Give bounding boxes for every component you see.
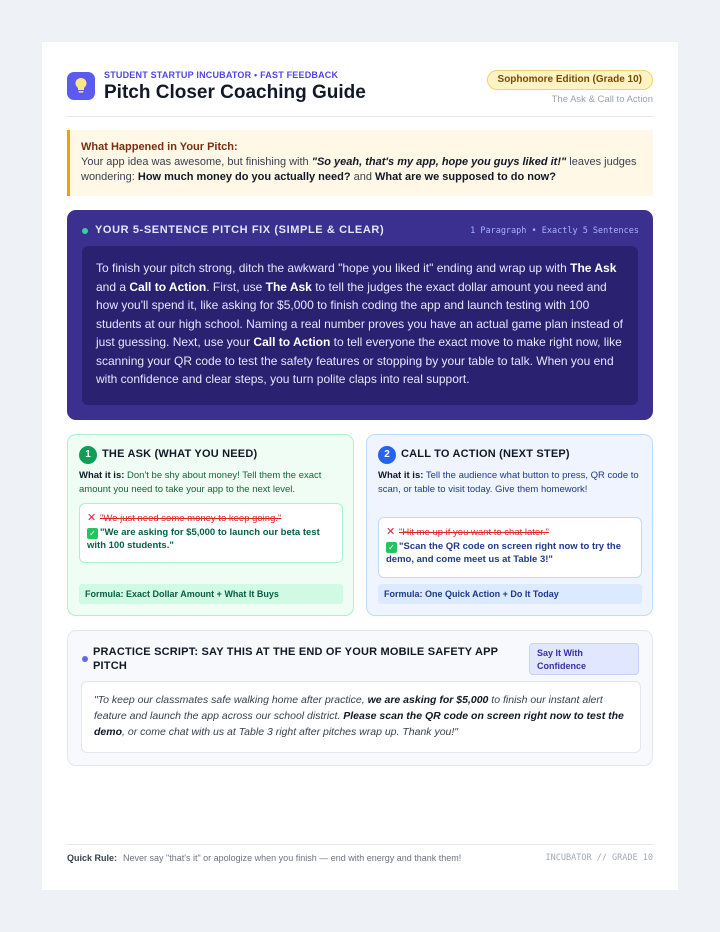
good-example xyxy=(386,540,634,567)
fix-text: and a xyxy=(96,279,130,294)
good-example-text: "We are asking for $5,000 to launch our beta test with 100 students." xyxy=(87,526,320,551)
call-to-action-formula: Formula: One Quick Action + Do It Today xyxy=(378,584,642,604)
header-divider xyxy=(67,116,653,117)
fix-text: To finish your pitch strong, ditch the awkward "hope you liked it" ending and wrap up with xyxy=(96,261,571,275)
bullet-dot-icon xyxy=(82,656,88,662)
bad-example-text: "We just need some money to keep going." xyxy=(100,513,282,524)
header xyxy=(67,70,653,118)
step-number-badge: 1 xyxy=(79,446,97,464)
edition-badge: Sophomore Edition (Grade 10) xyxy=(487,70,653,90)
happened-quote: "So yeah, that's my app, hope you guys liked it!" xyxy=(311,156,567,168)
call-to-action-description xyxy=(378,469,644,496)
fix-bold: Call to Action xyxy=(253,335,331,349)
script-text: , or come chat with us at Table 3 right after pitches wrap up. Thank you!" xyxy=(122,726,459,738)
practice-script-title: PRACTICE SCRIPT: SAY THIS AT THE END OF YOUR MOBILE SAFETY APP PITCH xyxy=(93,646,498,672)
quick-rule-label: Quick Rule: xyxy=(67,853,118,863)
pitch-fix-meta: 1 Paragraph • Exactly 5 Sentences xyxy=(470,226,639,236)
what-happened-title: What Happened in Your Pitch: xyxy=(81,141,238,153)
header-subtitle: The Ask & Call to Action xyxy=(551,94,653,105)
practice-script-panel xyxy=(67,630,653,766)
cross-mark-icon: ✕ xyxy=(386,526,396,538)
the-ask-description xyxy=(79,469,345,496)
check-mark-icon: ✓ xyxy=(386,542,397,553)
what-happened-body xyxy=(81,155,641,185)
call-to-action-examples xyxy=(378,517,642,578)
pitch-fix-paragraph xyxy=(82,246,638,405)
step-number-badge: 2 xyxy=(378,446,396,464)
header-eyebrow: STUDENT STARTUP INCUBATOR • FAST FEEDBACK xyxy=(104,70,339,80)
bad-example xyxy=(386,526,634,540)
happened-question-money: How much money do you actually need? xyxy=(137,171,351,183)
fix-text: to tell the judges the exact dollar amount you need and how you'll spend it, like asking for $5,000 to finish coding the app and launch testing with 100 students at our high school. Naming a real number proves you have an actual game plan instead of just guessing. Next, use your xyxy=(96,279,623,349)
lightbulb-icon xyxy=(67,72,95,100)
what-happened-callout xyxy=(67,130,653,196)
script-bold: we are asking for $5,000 xyxy=(367,694,489,706)
quick-rule-text: Never say "that's it" or apologize when you finish — end with energy and thank them! xyxy=(123,853,462,863)
call-to-action-card xyxy=(366,434,653,616)
status-dot-icon xyxy=(82,228,88,234)
practice-script-quote xyxy=(81,681,641,753)
bad-example-text: "Hit me up if you want to chat later." xyxy=(399,527,549,538)
happened-question-next: What are we supposed to do now? xyxy=(375,171,556,183)
fix-text: to tell everyone the exact move to make right now, like scanning your QR code to test the safety features or stopping by your table to talk. When you end with confidence and clear steps, you turn polite claps into real support. xyxy=(96,335,622,386)
script-text: "To keep our classmates safe walking home after practice, xyxy=(94,694,368,706)
the-ask-title: THE ASK (WHAT YOU NEED) xyxy=(102,448,258,460)
happened-text: and xyxy=(350,171,376,183)
pitch-fix-title: YOUR 5-SENTENCE PITCH FIX (SIMPLE & CLEAR) xyxy=(95,224,385,236)
coaching-guide-page xyxy=(42,42,678,890)
pitch-fix-panel xyxy=(67,210,653,420)
fix-bold: The Ask xyxy=(265,279,312,294)
what-it-is-label: What it is: xyxy=(378,470,424,481)
page-title: Pitch Closer Coaching Guide xyxy=(104,82,366,103)
fix-text: . First, use xyxy=(206,279,266,294)
bad-example xyxy=(87,512,335,526)
call-to-action-title: CALL TO ACTION (NEXT STEP) xyxy=(401,448,570,460)
happened-text: leaves judges wondering: xyxy=(81,156,637,183)
footer-divider xyxy=(67,844,653,845)
cross-mark-icon: ✕ xyxy=(87,512,97,524)
fix-bold: Call to Action xyxy=(129,279,207,294)
good-example xyxy=(87,526,335,553)
script-text: to finish our instant alert feature and launch the app across our school district. xyxy=(94,694,603,722)
check-mark-icon: ✓ xyxy=(87,528,98,539)
the-ask-formula: Formula: Exact Dollar Amount + What It Buys xyxy=(79,584,343,604)
good-example-text: "Scan the QR code on screen right now to try the demo, and come meet us at Table 3!" xyxy=(386,540,621,565)
script-bold: Please scan the QR code on screen right now to test the demo xyxy=(94,710,624,738)
footer-tag: INCUBATOR // GRADE 10 xyxy=(545,853,653,863)
fix-bold: The Ask xyxy=(570,261,617,275)
what-it-is-label: What it is: xyxy=(79,470,125,481)
the-ask-desc-text: Don't be shy about money! Tell them the exact amount you need to take your app to the next level. xyxy=(79,470,322,495)
cta-desc-text: Tell the audience what button to press, QR code to scan, or table to visit today. Give them homework! xyxy=(378,470,639,495)
the-ask-examples xyxy=(79,503,343,563)
say-it-badge: Say It With Confidence xyxy=(529,643,639,675)
the-ask-card xyxy=(67,434,354,616)
happened-text: Your app idea was awesome, but finishing with xyxy=(81,156,312,168)
